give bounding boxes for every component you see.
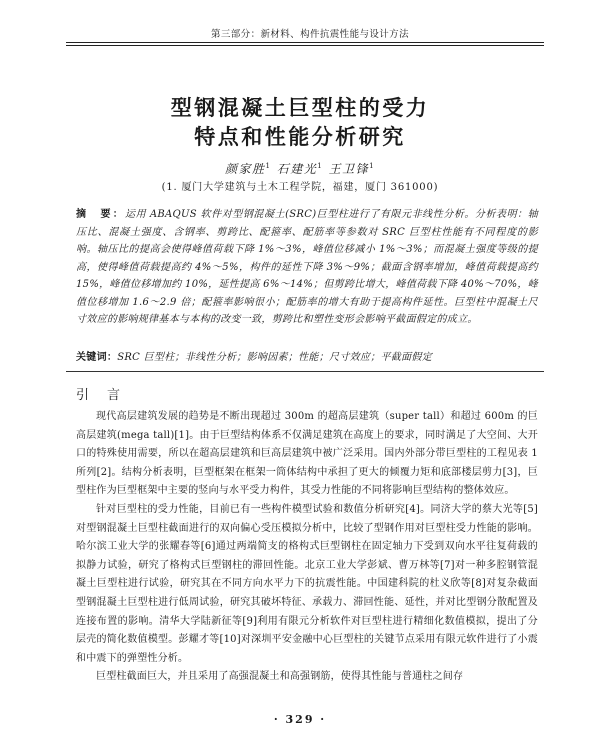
author-affiliation-mark: 1 [317,162,324,170]
keywords-label: 关键词： [76,352,118,363]
author-name: 颜家胜 [224,162,266,176]
keywords [76,349,538,366]
header-rule-thick [66,42,544,43]
header-rule-thin [66,45,544,46]
body-paragraph: 巨型柱截面巨大，并且采用了高强混凝土和高强钢筋，使得其性能与普通柱之间存 [96,671,464,683]
body-text [76,408,538,687]
keywords-text: SRC 巨型柱；非线性分析；影响因素；性能；尺寸效应；平截面假定 [117,352,433,363]
abstract [76,206,538,329]
author-affiliation-mark: 1 [369,162,376,170]
abstract-text: 运用 ABAQUS 软件对型钢混凝土(SRC)巨型柱进行了有限元非线性分析。分析表明：轴压比、混凝土强度、含钢率、剪跨比、配箍率、配筋率等参数对 SRC 巨型柱性能有不同程度的影响。轴压比的提高会使得峰值荷载下降 1%～3%，峰值位移减小 1%～3%；而混凝土强度等级的提高，使得峰值荷载提高约 4%～5%，构件的延性下降 3%～9%；截面含钢率增加，峰值荷载提高约 15%，峰值位移增加约 10%，延性提高 6%～14%；但剪跨比增大，峰值荷载下降 40%～70%，峰值位移增加 1.6～2.9 倍；配箍率影响很小；配筋率的增大有助于提高构件延性。巨型柱中混凝土尺寸效应的影响规律基本与本构的改变一致，剪跨比和塑性变形会影响平截面假定的成立。 [76,209,538,325]
section-heading: 引言 [76,388,139,403]
author-name: 王卫锋 [328,162,370,176]
section-rule [66,371,544,372]
author-list [0,160,600,177]
title-line-1: 型钢混凝土巨型柱的受力 [170,95,430,120]
affiliation: (1. 厦门大学建筑与土木工程学院，福建，厦门 361000) [161,182,439,193]
author-name: 石建光 [276,162,318,176]
abstract-label: 摘 要： [76,209,126,220]
author-affiliation-mark: 1 [265,162,272,170]
title-line-2: 特点和性能分析研究 [194,124,406,149]
body-paragraph: 现代高层建筑发展的趋势是不断出现超过 300m 的超高层建筑（super tall）和超过 600m 的巨高层建筑(mega tall)[1]。由于巨型结构体系不仅满足建筑在高度上的要求，同时满足了大空间、大开口的特殊使用需要，所以在超高层建筑和巨高层建筑中被广泛采用。国内外部分带巨型柱的工程见表 1 所列[2]。结构分析表明，巨型框架在框架一筒体结构中承担了更大的倾覆力矩和底部楼层剪力[3]，巨型柱作为巨型框架中主要的竖向与水平受力构件，其受力性能的不同将影响巨型结构的整体效应。 [76,411,538,497]
running-head: 第三部分：新材料、构件抗震性能与设计方法 [210,29,409,40]
body-paragraph: 针对巨型柱的受力性能，目前已有一些构件模型试验和数值分析研究[4]。同济大学的蔡大光等[5]对型钢混凝土巨型柱截面进行的双向偏心受压模拟分析中，比较了型钢作用对巨型柱受力性能的影响。哈尔滨工业大学的张耀春等[6]通过两端简支的格构式巨型钢柱在固定轴力下受到双向水平往复荷载的拟静力试验，研究了格构式巨型钢柱的滞回性能。北京工业大学彭斌、曹万林等[7]对一种多腔钢管混凝土巨型柱进行试验，研究其在不同方向水平力下的抗震性能。中国建科院的杜义欣等[8]对复杂截面型钢混凝土巨型柱进行低周试验，研究其破坏特征、承载力、滞回性能、延性，并对比型钢分散配置及连接布置的影响。清华大学陆新征等[9]利用有限元分析软件对巨型柱进行精细化数值模拟，提出了分层壳的简化数值模型。彭耀才等[10]对深圳平安金融中心巨型柱的关键节点采用有限元软件进行了小震和中震下的弹塑性分析。 [76,503,538,664]
page-number: · 329 · [273,713,327,726]
